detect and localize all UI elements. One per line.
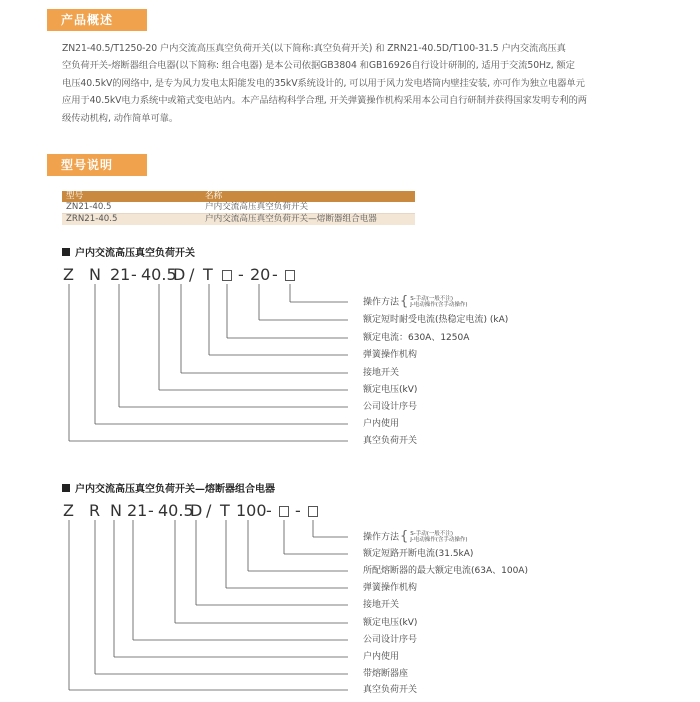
diagram2-label: 弹簧操作机构 (363, 583, 418, 593)
diagram2-label: 带熔断器座 (363, 669, 409, 679)
code-char: T (220, 501, 230, 520)
diagram2-label: 所配熔断器的最大额定电流(63A、100A) (363, 566, 528, 576)
code-char: 21 (127, 501, 148, 520)
diagram2-label-operation (363, 531, 468, 544)
table-cell: ZRN21-40.5 (62, 214, 201, 226)
code-char: 40.5 (141, 265, 177, 284)
operation-options (410, 531, 467, 543)
operation-option: S-手动(一般不注) (410, 296, 454, 302)
code-char: T (203, 265, 213, 284)
operation-label: 操作方法 (363, 297, 400, 308)
code-char: 21 (110, 265, 131, 284)
diagram1-label: 弹簧操作机构 (363, 350, 418, 360)
diagram2-label: 公司设计序号 (363, 635, 418, 645)
code-char: 100 (236, 501, 267, 520)
code-char: R (89, 501, 101, 520)
overview-line: 级传动机构, 动作简单可靠。 (62, 112, 179, 124)
diagram1-label: 额定短时耐受电流(热稳定电流) (kA) (363, 315, 509, 325)
code-char: D (173, 265, 186, 284)
operation-option: J-电动操作(含手动操作) (410, 302, 468, 308)
code-char: - (131, 265, 137, 284)
diagram1-label: 额定电压(kV) (363, 385, 418, 395)
diagram2-label: 真空负荷开关 (363, 685, 418, 695)
diagram1-label: 额定电流：630A、1250A (363, 333, 470, 343)
brace-icon: { (400, 294, 409, 309)
section-title-overview: 产品概述 (47, 9, 147, 31)
table-header-cell: 型号 (62, 191, 201, 202)
section-title-model: 型号说明 (47, 154, 147, 176)
overview-line: ZN21-40.5/T1250-20 户内交流高压真空负荷开关(以下简称:真空负荷开关) 和 ZRN21-40.5D/T100-31.5 户内交流高压真 (62, 43, 566, 54)
code-char: - (295, 501, 301, 520)
table-cell: 户内交流高压真空负荷开关—熔断器组合电器 (201, 214, 415, 226)
overview-line: 空负荷开关-熔断器组合电器(以下简称: 组合电器) 是本公司依据GB3804 和GB16926自行设计研制的, 适用于交流50Hz, 额定 (62, 60, 575, 72)
operation-label: 操作方法 (363, 532, 400, 543)
diagram1-label: 户内使用 (363, 419, 400, 429)
diagram2-label: 额定电压(kV) (363, 618, 418, 628)
code-char: N (89, 265, 101, 284)
overview-line: 应用于40.5kV电力系统中或箱式变电站内。本产品结构科学合理, 开关弹簧操作机构采用本公司自行研制并获得国家发明专利的两 (62, 95, 587, 107)
diagram2-label: 额定短路开断电流(31.5kA) (363, 549, 474, 559)
code-char: Z (63, 265, 74, 284)
code-char: - (272, 265, 278, 284)
diagram1-label: 真空负荷开关 (363, 436, 418, 446)
operation-option: J-电动操作(含手动操作) (410, 537, 468, 543)
diagram1-label: 接地开关 (363, 368, 400, 378)
code-char: / (189, 265, 195, 284)
table-cell: 户内交流高压真空负荷开关 (201, 202, 415, 214)
code-char: Z (63, 501, 74, 520)
operation-option: S-手动(一般不注) (410, 531, 454, 537)
overview-line: 电压40.5kV的网络中, 是专为风力发电太阳能发电的35kV系统设计的, 可以用于风力发电塔筒内壁挂安装, 亦可作为独立电器单元 (62, 77, 585, 89)
diagram2-title-text: 户内交流高压真空负荷开关—熔断器组合电器 (75, 484, 275, 495)
code-char: 20 (250, 265, 271, 284)
code-char: D (190, 501, 203, 520)
code-char: 40.5 (158, 501, 194, 520)
diagram1-label: 公司设计序号 (363, 402, 418, 412)
code-char: - (266, 501, 272, 520)
diagram2-label: 接地开关 (363, 600, 400, 610)
code-char: - (238, 265, 244, 284)
code-char: N (110, 501, 122, 520)
diagram1-title-text: 户内交流高压真空负荷开关 (75, 248, 195, 259)
table-cell: ZN21-40.5 (62, 202, 201, 214)
brace-icon: { (400, 529, 409, 544)
table-header-cell: 名称 (201, 191, 415, 202)
code-char: / (206, 501, 212, 520)
code-char: - (148, 501, 154, 520)
diagram2-label: 户内使用 (363, 652, 400, 662)
